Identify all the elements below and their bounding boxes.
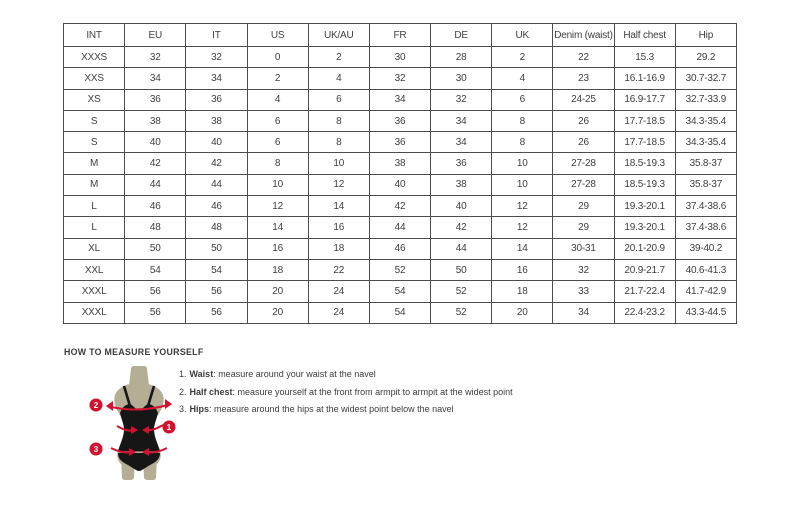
size-cell: 26 xyxy=(553,132,614,153)
size-cell: 37.4-38.6 xyxy=(675,217,736,238)
size-cell: 56 xyxy=(186,302,247,323)
table-row xyxy=(64,174,737,195)
size-cell: 44 xyxy=(125,174,186,195)
size-cell: 16 xyxy=(492,259,553,280)
table-row xyxy=(64,259,737,280)
size-cell: L xyxy=(64,217,125,238)
size-cell: 23 xyxy=(553,68,614,89)
size-cell: 44 xyxy=(186,174,247,195)
badge-chest xyxy=(90,399,103,412)
size-cell: XS xyxy=(64,89,125,110)
size-cell: 34 xyxy=(553,302,614,323)
size-cell: 14 xyxy=(247,217,308,238)
column-header: EU xyxy=(125,24,186,47)
size-cell: 17.7-18.5 xyxy=(614,132,675,153)
size-cell: 39-40.2 xyxy=(675,238,736,259)
size-cell: 18.5-19.3 xyxy=(614,153,675,174)
size-cell: 8 xyxy=(492,110,553,131)
size-cell: 27-28 xyxy=(553,174,614,195)
size-cell: 34 xyxy=(369,89,430,110)
size-cell: 30-31 xyxy=(553,238,614,259)
table-row xyxy=(64,89,737,110)
table-row xyxy=(64,110,737,131)
step-number: 1. xyxy=(179,369,187,379)
size-cell: 22 xyxy=(308,259,369,280)
size-cell: 29 xyxy=(553,196,614,217)
size-cell: 54 xyxy=(369,302,430,323)
size-cell: 36 xyxy=(369,132,430,153)
size-cell: 29 xyxy=(553,217,614,238)
size-cell: 10 xyxy=(247,174,308,195)
size-cell: 4 xyxy=(308,68,369,89)
size-cell: 16.1-16.9 xyxy=(614,68,675,89)
size-cell: 19.3-20.1 xyxy=(614,217,675,238)
step-text: : measure around the hips at the widest point below the navel xyxy=(209,404,454,415)
column-header: Half chest xyxy=(614,24,675,47)
size-cell: 34 xyxy=(186,68,247,89)
size-cell: L xyxy=(64,196,125,217)
size-table-header xyxy=(64,24,737,47)
table-row xyxy=(64,196,737,217)
size-cell: 4 xyxy=(247,89,308,110)
table-row xyxy=(64,153,737,174)
size-cell: 52 xyxy=(431,281,492,302)
size-cell: 32 xyxy=(125,47,186,68)
size-cell: 42 xyxy=(369,196,430,217)
size-cell: 40 xyxy=(431,196,492,217)
size-cell: 20.1-20.9 xyxy=(614,238,675,259)
size-cell: 38 xyxy=(186,110,247,131)
size-table xyxy=(63,23,737,324)
size-cell: 6 xyxy=(247,110,308,131)
size-cell: 18 xyxy=(492,281,553,302)
size-cell: 20 xyxy=(247,281,308,302)
size-cell: 18.5-19.3 xyxy=(614,174,675,195)
size-cell: 15.3 xyxy=(614,47,675,68)
size-cell: 16 xyxy=(308,217,369,238)
size-cell: 43.3-44.5 xyxy=(675,302,736,323)
size-cell: 46 xyxy=(125,196,186,217)
size-cell: 18 xyxy=(247,259,308,280)
size-cell: 14 xyxy=(492,238,553,259)
column-header: Denim (waist) xyxy=(553,24,614,47)
size-cell: 52 xyxy=(369,259,430,280)
size-cell: 32.7-33.9 xyxy=(675,89,736,110)
size-cell: XL xyxy=(64,238,125,259)
size-cell: 36 xyxy=(186,89,247,110)
size-cell: XXXL xyxy=(64,302,125,323)
column-header: UK/AU xyxy=(308,24,369,47)
size-cell: 54 xyxy=(125,259,186,280)
step-label: Hips xyxy=(189,404,210,415)
step-number: 3. xyxy=(179,404,187,415)
measure-step-hips xyxy=(179,401,513,419)
step-label: Waist xyxy=(189,369,214,379)
table-row xyxy=(64,238,737,259)
size-cell: 50 xyxy=(431,259,492,280)
size-cell: 22 xyxy=(553,47,614,68)
table-row xyxy=(64,47,737,68)
size-cell: 41.7-42.9 xyxy=(675,281,736,302)
size-table-body xyxy=(64,47,737,324)
size-cell: 40 xyxy=(125,132,186,153)
mannequin-illustration-icon xyxy=(76,364,188,484)
column-header: US xyxy=(247,24,308,47)
size-cell: 54 xyxy=(369,281,430,302)
size-cell: 27-28 xyxy=(553,153,614,174)
size-cell: 8 xyxy=(247,153,308,174)
size-cell: 56 xyxy=(125,302,186,323)
size-cell: 14 xyxy=(308,196,369,217)
size-cell: 46 xyxy=(186,196,247,217)
measure-section-heading: HOW TO MEASURE YOURSELF xyxy=(64,347,204,357)
size-cell: 42 xyxy=(186,153,247,174)
size-cell: 35.8-37 xyxy=(675,174,736,195)
step-label: Half chest xyxy=(189,386,233,397)
table-row xyxy=(64,132,737,153)
size-cell: 34 xyxy=(125,68,186,89)
size-cell: 48 xyxy=(186,217,247,238)
size-cell: 2 xyxy=(308,47,369,68)
column-header: DE xyxy=(431,24,492,47)
size-cell: 4 xyxy=(492,68,553,89)
size-cell: XXS xyxy=(64,68,125,89)
size-cell: 10 xyxy=(308,153,369,174)
size-cell: 20.9-21.7 xyxy=(614,259,675,280)
size-cell: 24 xyxy=(308,281,369,302)
size-cell: 10 xyxy=(492,174,553,195)
size-cell: 28 xyxy=(431,47,492,68)
badge-waist-number: 1 xyxy=(166,423,172,432)
size-cell: 8 xyxy=(308,110,369,131)
measure-step-half-chest xyxy=(179,384,513,402)
size-cell: 6 xyxy=(247,132,308,153)
size-cell: XXXL xyxy=(64,281,125,302)
size-cell: 19.3-20.1 xyxy=(614,196,675,217)
size-cell: 6 xyxy=(492,89,553,110)
size-cell: 34.3-35.4 xyxy=(675,132,736,153)
measure-steps xyxy=(179,366,513,419)
size-cell: 38 xyxy=(369,153,430,174)
size-cell: 32 xyxy=(186,47,247,68)
size-cell: 48 xyxy=(125,217,186,238)
size-cell: XXXS xyxy=(64,47,125,68)
size-cell: 33 xyxy=(553,281,614,302)
table-row xyxy=(64,302,737,323)
table-row xyxy=(64,281,737,302)
size-cell: 37.4-38.6 xyxy=(675,196,736,217)
table-row xyxy=(64,68,737,89)
size-cell: 34 xyxy=(431,132,492,153)
size-cell: 22.4-23.2 xyxy=(614,302,675,323)
size-cell: 42 xyxy=(125,153,186,174)
size-cell: 36 xyxy=(431,153,492,174)
size-cell: 2 xyxy=(247,68,308,89)
column-header: IT xyxy=(186,24,247,47)
size-cell: 34 xyxy=(431,110,492,131)
size-cell: M xyxy=(64,174,125,195)
column-header: INT xyxy=(64,24,125,47)
size-cell: 6 xyxy=(308,89,369,110)
column-header: FR xyxy=(369,24,430,47)
badge-waist xyxy=(163,421,176,434)
size-cell: 40 xyxy=(186,132,247,153)
size-cell: 40.6-41.3 xyxy=(675,259,736,280)
badge-chest-number: 2 xyxy=(93,401,99,410)
measure-step-waist xyxy=(179,366,513,384)
size-cell: 42 xyxy=(431,217,492,238)
size-cell: 30.7-32.7 xyxy=(675,68,736,89)
size-cell: 8 xyxy=(492,132,553,153)
size-cell: 21.7-22.4 xyxy=(614,281,675,302)
size-cell: XXL xyxy=(64,259,125,280)
step-text: : measure around your waist at the navel xyxy=(213,369,376,379)
table-header-row xyxy=(64,24,737,47)
size-cell: 32 xyxy=(369,68,430,89)
size-cell: 35.8-37 xyxy=(675,153,736,174)
size-cell: 0 xyxy=(247,47,308,68)
size-cell: 18 xyxy=(308,238,369,259)
size-cell: 24-25 xyxy=(553,89,614,110)
column-header: UK xyxy=(492,24,553,47)
measurement-figure xyxy=(76,364,188,484)
size-cell: 8 xyxy=(308,132,369,153)
size-cell: 20 xyxy=(247,302,308,323)
size-cell: 38 xyxy=(431,174,492,195)
size-cell: S xyxy=(64,110,125,131)
size-cell: S xyxy=(64,132,125,153)
size-cell: 36 xyxy=(125,89,186,110)
size-cell: 44 xyxy=(431,238,492,259)
badge-hips-number: 3 xyxy=(93,445,99,454)
size-cell: 24 xyxy=(308,302,369,323)
size-cell: 12 xyxy=(308,174,369,195)
step-text: : measure yourself at the front from armpit to armpit at the widest point xyxy=(232,386,513,397)
badge-hips xyxy=(90,443,103,456)
table-row xyxy=(64,217,737,238)
size-cell: 10 xyxy=(492,153,553,174)
step-number: 2. xyxy=(179,386,187,397)
size-cell: 36 xyxy=(369,110,430,131)
size-cell: 12 xyxy=(492,217,553,238)
size-cell: 20 xyxy=(492,302,553,323)
size-cell: 30 xyxy=(369,47,430,68)
size-cell: 38 xyxy=(125,110,186,131)
size-cell: 30 xyxy=(431,68,492,89)
size-cell: 16 xyxy=(247,238,308,259)
size-cell: 16.9-17.7 xyxy=(614,89,675,110)
size-cell: 40 xyxy=(369,174,430,195)
size-cell: 50 xyxy=(186,238,247,259)
size-cell: 12 xyxy=(492,196,553,217)
size-cell: 32 xyxy=(553,259,614,280)
size-cell: 26 xyxy=(553,110,614,131)
size-cell: 34.3-35.4 xyxy=(675,110,736,131)
size-cell: 56 xyxy=(186,281,247,302)
size-cell: 46 xyxy=(369,238,430,259)
size-cell: 50 xyxy=(125,238,186,259)
size-cell: 56 xyxy=(125,281,186,302)
size-cell: 17.7-18.5 xyxy=(614,110,675,131)
column-header: Hip xyxy=(675,24,736,47)
size-cell: 2 xyxy=(492,47,553,68)
size-cell: 52 xyxy=(431,302,492,323)
size-cell: 29.2 xyxy=(675,47,736,68)
size-cell: 12 xyxy=(247,196,308,217)
size-cell: 54 xyxy=(186,259,247,280)
size-cell: 32 xyxy=(431,89,492,110)
size-cell: 44 xyxy=(369,217,430,238)
size-cell: M xyxy=(64,153,125,174)
